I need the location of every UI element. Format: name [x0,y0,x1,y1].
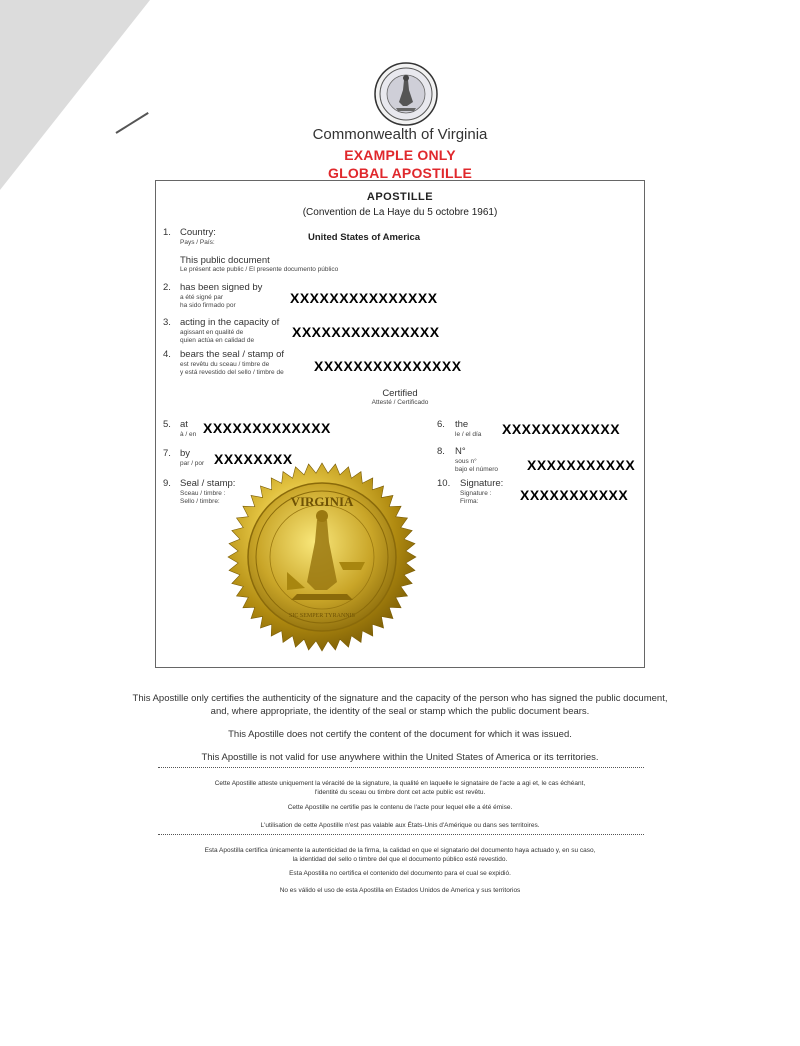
signature-value: XXXXXXXXXXX [520,487,629,503]
capacity-sublabel-fr: agissant en qualité de [180,329,244,336]
certified-label: Certified [382,388,418,399]
note-es-line-4: No es válido el uso de esta Apostilla en Estados Unidos de America y sus territorios [279,887,521,894]
field-2-number: 2. [163,282,171,293]
country-sublabel: Pays / País: [180,239,215,246]
separator-1 [158,767,644,768]
example-only-label: EXAMPLE ONLY [344,147,456,163]
number-label: N° [455,446,466,457]
signed-by-label: has been signed by [180,282,263,293]
the-value: XXXXXXXXXXXX [502,421,621,437]
field-5-number: 5. [163,419,171,430]
signed-by-sublabel-fr: a été signé par [180,294,224,301]
note-es-line-2: la identidad del sello o timbre del que el documento público esté revestido. [292,856,508,863]
number-sublabel-fr: sous n° [455,458,477,465]
by-label: by [180,448,191,459]
number-value: XXXXXXXXXXX [527,457,636,473]
at-value: XXXXXXXXXXXXX [203,420,331,436]
capacity-sublabel-es: quien actúa en calidad de [180,337,255,344]
country-value: United States of America [308,232,421,243]
seal-of-label: bears the seal / stamp of [180,349,285,360]
signature-sublabel-es: Firma: [460,498,479,505]
capacity-label: acting in the capacity of [180,317,280,328]
convention-subtitle: (Convention de La Haye du 5 octobre 1961) [302,207,498,218]
field-8-number: 8. [437,446,445,457]
at-label: at [180,419,188,430]
the-sublabel: le / el día [455,431,482,438]
apostille-title: APOSTILLE [366,191,434,203]
gold-seal-motto: SIC SEMPER TYRANNIS [289,613,355,619]
country-label: Country: [180,227,216,238]
seal-stamp-sublabel-es: Sello / timbre: [180,498,220,505]
note-fr-line-2: l'identité du sceau ou timbre dont cet acte public est revêtu. [314,789,486,796]
signed-by-sublabel-es: ha sido firmado por [180,302,236,309]
note-en-line-3: This Apostille does not certify the content of the document for which it was issued. [228,729,572,740]
note-fr-line-3: Cette Apostille ne certifie pas le contenu de l'acte pour lequel elle a été émise. [287,804,513,811]
header-title: Commonwealth of Virginia [312,126,488,143]
gold-seal-title: VIRGINIA [290,494,354,509]
signed-by-value: XXXXXXXXXXXXXXX [290,290,438,306]
public-document-sublabel: Le présent acte public / El presente documento público [180,266,339,273]
field-6-number: 6. [437,419,445,430]
field-9-number: 9. [163,478,171,489]
capacity-value: XXXXXXXXXXXXXXX [292,324,440,340]
global-apostille-label: GLOBAL APOSTILLE [328,165,472,181]
note-en-line-1: This Apostille only certifies the authenticity of the signature and the capacity of the person who has signed the public document, [132,693,668,704]
seal-of-value: XXXXXXXXXXXXXXX [314,358,462,374]
note-en-line-4: This Apostille is not valid for use anywhere within the United States of America or its territories. [201,752,599,763]
seal-stamp-label: Seal / stamp: [180,478,236,489]
field-7-number: 7. [163,448,171,459]
certified-sublabel: Attesté / Certificado [371,399,429,406]
gold-seal-icon [227,462,417,652]
field-1-number: 1. [163,227,171,238]
field-10-number: 10. [437,478,451,489]
signature-sublabel-fr: Signature : [460,490,492,497]
public-document-label: This public document [180,255,270,266]
by-value: XXXXXXXX [214,451,293,467]
separator-2 [158,834,644,835]
signature-label: Signature: [460,478,504,489]
seal-stamp-sublabel-fr: Sceau / timbre : [180,490,226,497]
seal-of-sublabel-fr: est revêtu du sceau / timbre de [180,361,270,368]
note-fr-line-4: L'utilisation de cette Apostille n'est pas valable aux États-Unis d'Amérique ou dans ses territoires. [260,822,540,829]
at-sublabel: à / en [180,431,197,438]
number-sublabel-es: bajo el número [455,466,498,473]
note-es-line-1: Esta Apostilla certifica únicamente la autenticidad de la firma, la calidad en que el signatario del documento haya actuado y, en su caso, [204,847,596,854]
note-es-line-3: Esta Apostilla no certifica el contenido del documento para el cual se expidió. [289,870,511,877]
by-sublabel: par / por [180,460,205,467]
virginia-seal-icon [374,62,438,126]
seal-of-sublabel-es: y está revestido del sello / timbre de [180,369,284,376]
the-label: the [455,419,469,430]
note-fr-line-1: Cette Apostille atteste uniquement la véracité de la signature, la qualité en laquelle le signataire de l'acte a agi et, le cas échéant, [214,780,586,787]
note-en-line-2: and, where appropriate, the identity of the seal or stamp which the public document bears. [210,706,590,717]
field-3-number: 3. [163,317,171,328]
field-4-number: 4. [163,349,171,360]
